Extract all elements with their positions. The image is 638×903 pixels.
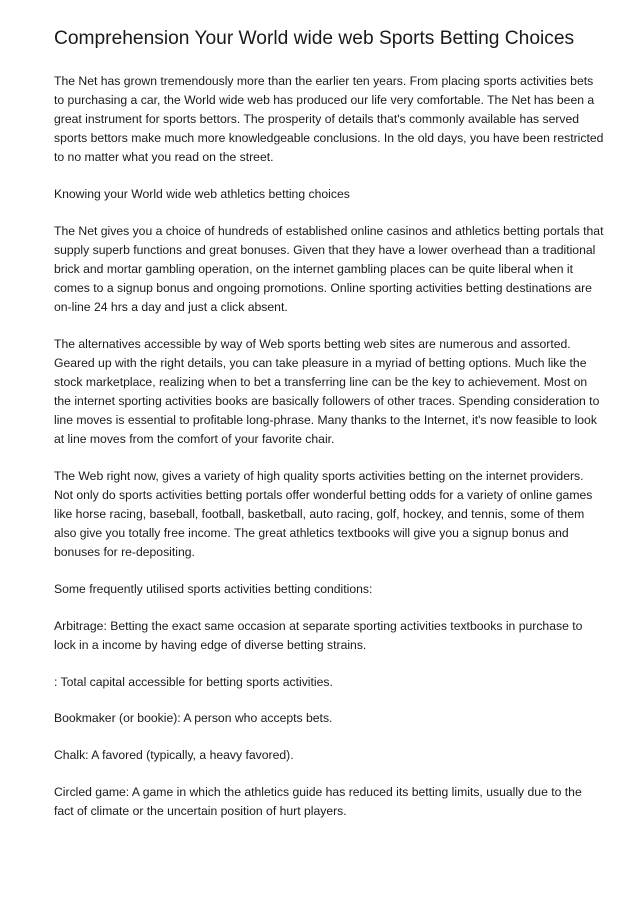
section-heading-paragraph: Knowing your World wide web athletics betting choices [54, 187, 350, 202]
casinos-paragraph: The Net gives you a choice of hundreds of established online casinos and athletics betting portals that supply superb functions and great bonuses. Given that they have a lower overhead than a traditional brick and mortar gambling operation, on the internet gambling places can be quite liberal when it comes to a signup bonus and ongoing promotions. Online sporting activities betting destinations are on-line 24 hrs a day and just a click absent. [54, 223, 604, 315]
document-page [54, 26, 604, 838]
term-bookmaker: Bookmaker (or bookie): A person who accepts bets. [54, 711, 333, 726]
term-circled-game: Circled game: A game in which the athletics guide has reduced its betting limits, usually due to the fact of climate or the uncertain position of hurt players. [54, 784, 582, 818]
providers-paragraph: The Web right now, gives a variety of high quality sports activities betting on the internet providers. Not only do sports activities betting portals offer wonderful betting odds for a variety of online games like horse racing, baseball, football, basketball, auto racing, golf, hockey, and tennis, some of them also give you totally free income. The great athletics textbooks will give you a signup bonus and bonuses for re-depositing. [54, 468, 593, 560]
term-arbitrage: Arbitrage: Betting the exact same occasion at separate sporting activities textbooks in purchase to lock in a income by having edge of diverse betting strains. [54, 618, 583, 652]
terms-intro-paragraph: Some frequently utilised sports activities betting conditions: [54, 582, 373, 597]
alternatives-paragraph: The alternatives accessible by way of Web sports betting web sites are numerous and assorted. Geared up with the right details, you can take pleasure in a myriad of betting options. Much like the stock marketplace, realizing when to bet a transferring line can be the key to achievement. Most on the internet sporting activities books are basically followers of other traces. Spending consideration to line moves is essential to profitable long-phrase. Many thanks to the Internet, it's now feasible to look at line moves from the comfort of your favorite chair. [54, 336, 600, 447]
term-bankroll: : Total capital accessible for betting sports activities. [54, 674, 333, 689]
term-chalk: Chalk: A favored (typically, a heavy favored). [54, 747, 294, 762]
page-title: Comprehension Your World wide web Sports Betting Choices [54, 28, 575, 49]
document-body [54, 72, 604, 821]
intro-paragraph: The Net has grown tremendously more than the earlier ten years. From placing sports activities bets to purchasing a car, the World wide web has produced our life very comfortable. The Net has been a great instrument for sports bettors. The prosperity of details that's commonly available has served sports bettors make much more knowledgeable conclusions. In the old days, you have been restricted to no matter what you read on the street. [54, 74, 604, 165]
